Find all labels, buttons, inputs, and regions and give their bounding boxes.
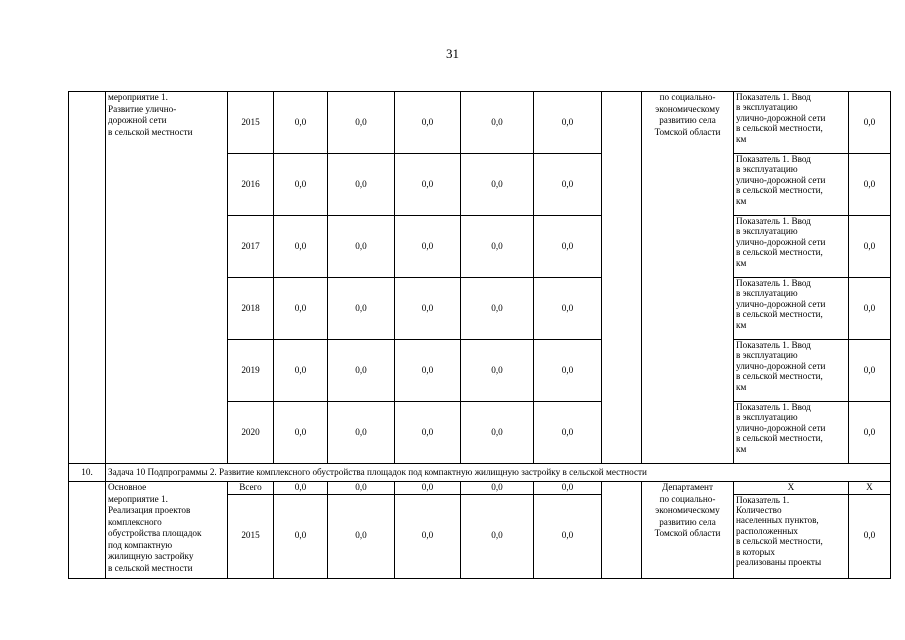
value-cell: 0,0 (328, 278, 395, 340)
value-cell: 0,0 (534, 340, 602, 402)
value-cell: 0,0 (395, 482, 461, 495)
indicator-text: Показатель 1. Ввод в эксплуатацию улично-дорожной сети в сельской местности, км (736, 216, 826, 268)
row-number-cell (69, 482, 106, 579)
indicator-text: Показатель 1. Количество населенных пунктов, расположенных в сельской местности, в которых реализованы проекты (736, 494, 823, 567)
indicator-cell (734, 154, 849, 216)
value-cell: 0,0 (461, 92, 534, 154)
target-cell: 0,0 (849, 92, 891, 154)
value-cell: 0,0 (395, 402, 461, 464)
value-cell: 0,0 (534, 494, 602, 578)
task-number: 10. (69, 464, 106, 482)
year-cell: 2017 (228, 216, 274, 278)
indicator-text: Показатель 1. Ввод в эксплуатацию улично-дорожной сети в сельской местности, км (736, 402, 826, 454)
value-cell: 0,0 (395, 154, 461, 216)
value-cell: 0,0 (328, 216, 395, 278)
value-cell: 0,0 (274, 154, 328, 216)
value-cell: 0,0 (461, 278, 534, 340)
year-cell: 2018 (228, 278, 274, 340)
responsible-title: Департамент (662, 482, 713, 492)
target-cell: Х (849, 482, 891, 495)
responsible-text: по социально- экономическому развитию села Томской области (654, 92, 721, 137)
row-number-cell (69, 92, 106, 464)
value-cell: 0,0 (534, 278, 602, 340)
indicator-cell (734, 216, 849, 278)
indicator-cell: Х (734, 482, 849, 495)
indicator-cell (734, 278, 849, 340)
value-cell: 0,0 (395, 278, 461, 340)
value-cell: 0,0 (395, 216, 461, 278)
indicator-cell (734, 92, 849, 154)
indicator-cell (734, 340, 849, 402)
responsible-cell (642, 92, 734, 464)
value-cell: 0,0 (328, 154, 395, 216)
year-cell: 2019 (228, 340, 274, 402)
value-cell: 0,0 (534, 216, 602, 278)
value-cell: 0,0 (274, 482, 328, 495)
indicator-text: Показатель 1. Ввод в эксплуатацию улично-дорожной сети в сельской местности, км (736, 92, 826, 144)
value-cell: 0,0 (534, 92, 602, 154)
year-cell: 2015 (228, 494, 274, 578)
value-cell: 0,0 (461, 482, 534, 495)
target-cell: 0,0 (849, 494, 891, 578)
value-cell: 0,0 (274, 278, 328, 340)
value-cell: 0,0 (461, 340, 534, 402)
measure-name-cell (106, 92, 228, 464)
target-cell: 0,0 (849, 154, 891, 216)
task-row (69, 464, 891, 482)
indicator-text: Показатель 1. Ввод в эксплуатацию улично-дорожной сети в сельской местности, км (736, 340, 826, 392)
value-cell: 0,0 (461, 154, 534, 216)
value-cell: 0,0 (274, 216, 328, 278)
value-cell: 0,0 (395, 92, 461, 154)
value-cell: 0,0 (328, 494, 395, 578)
program-table (68, 91, 891, 579)
value-cell: 0,0 (328, 340, 395, 402)
total-row (69, 482, 891, 495)
year-cell: 2020 (228, 402, 274, 464)
measure-name: Основное мероприятие 1. Реализация проектов комплексного обустройства площадок под компактную жилищную застройку в сельской местности (108, 482, 202, 573)
responsible-cell (642, 482, 734, 579)
value-cell: 0,0 (461, 216, 534, 278)
task-title: Задача 10 Подпрограммы 2. Развитие комплексного обустройства площадок под компактную жилищную застройку в сельской местности (106, 464, 891, 482)
value-cell: 0,0 (395, 340, 461, 402)
target-cell: 0,0 (849, 402, 891, 464)
year-cell: Всего (228, 482, 274, 495)
year-cell: 2016 (228, 154, 274, 216)
value-cell: 0,0 (274, 92, 328, 154)
value-cell: 0,0 (534, 402, 602, 464)
value-cell: 0,0 (328, 482, 395, 495)
measure-name-cell (106, 482, 228, 579)
target-cell: 0,0 (849, 278, 891, 340)
target-cell: 0,0 (849, 340, 891, 402)
value-cell: 0,0 (328, 402, 395, 464)
value-cell: 0,0 (274, 340, 328, 402)
value-cell: 0,0 (274, 402, 328, 464)
value-cell: 0,0 (461, 494, 534, 578)
value-cell: 0,0 (534, 482, 602, 495)
indicator-text: Показатель 1. Ввод в эксплуатацию улично-дорожной сети в сельской местности, км (736, 278, 826, 330)
indicator-text: Показатель 1. Ввод в эксплуатацию улично-дорожной сети в сельской местности, км (736, 154, 826, 206)
table-row (69, 92, 891, 154)
value-cell: 0,0 (461, 402, 534, 464)
measure-name: мероприятие 1. Развитие улично- дорожной сети в сельской местности (108, 92, 193, 137)
value-cell: 0,0 (395, 494, 461, 578)
empty-cell (602, 482, 642, 579)
value-cell: 0,0 (534, 154, 602, 216)
indicator-cell (734, 402, 849, 464)
responsible-text: по социально- экономическому развитию села Томской области (654, 493, 721, 538)
page-number: 31 (446, 46, 459, 61)
target-cell: 0,0 (849, 216, 891, 278)
year-cell: 2015 (228, 92, 274, 154)
indicator-cell (734, 494, 849, 578)
value-cell: 0,0 (328, 92, 395, 154)
empty-cell (602, 92, 642, 464)
value-cell: 0,0 (274, 494, 328, 578)
